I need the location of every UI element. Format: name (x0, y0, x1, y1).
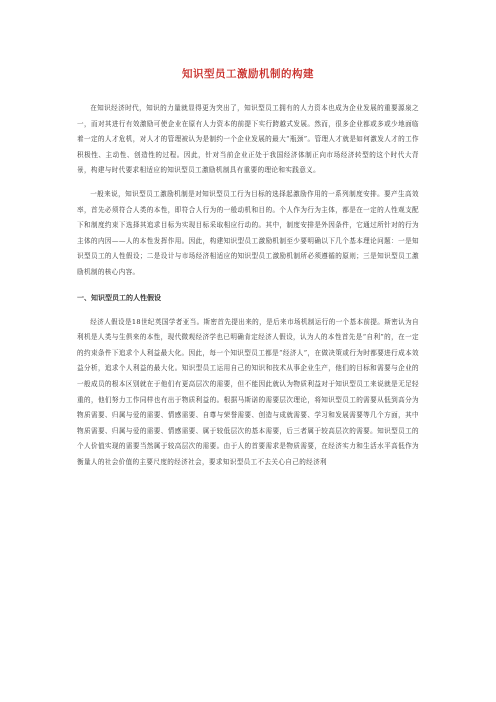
intro-paragraph-2: 一般来说，知识型员工激励机制是对知识型员工行为目标的选择起激励作用的一系列制度安排。要产生高效率，首先必须符合人类的本性，即符合人行为的一般动机和目的。个人作为行为主体，都是在一定的人性观支配下和制度约束下选择其追求目标为实现目标采取相应行动的。其中，制度安排是外因条件，它通过所针对的行为主体的内因——人的本性发挥作用。因此，构建知识型员工激励机制至少要明确以下几个基本理论问题：一是知识型员工的人性假设；二是设计与市场经济相适应的知识型员工激励机制所必须遵循的原则；三是知识型员工激励机制的核心内容。 (77, 189, 419, 276)
section-heading: 一、知识型员工的人性假设 (77, 293, 161, 302)
section-paragraph-1: 经济人假设是18世纪英国学者亚当。斯密首先提出来的，是后来市场机制运行的一个基本前提。斯密认为自利机是人类与生俱来的本性，现代微观经济学也已明确肯定经济人假设，认为人的本性首先是“自利”的，在一定的约束条件下追求个人利益最大化。因此，每一个知识型员工都是“经济人”，在做决策或行为时都要进行成本效益分析，追求个人利益的最大化。知识型员工运用自己的知识和技术从事企业生产，他们的目标和需要与企业的一般成员的根本区别就在于他们有更高层次的需要，但不能因此就认为物质利益对于知识型员工来说就是无足轻重的，他们努力工作同样也有出于物质利益的。根据马斯诺的需要层次理论，将知识型员工的需要从低到高分为物质需要、归属与爱的需要、情感需要、自尊与荣誉需要、创造与成就需要、学习和发展需要等几个方面，其中物质需要、归属与爱的需要、情感需要、属于较低层次的基本需要，后三者属于较高层次的需要。知识型员工的个人价值实现的需要当然属于较高层次的需要。由于人的首要需求是物质需要，在经济实力和生活水平高低作为衡量人的社会价值的主要尺度的经济社会，要求知识型员工不去关心自己的经济利 (77, 317, 419, 466)
document-title: 知识型员工激励机制的构建 (182, 68, 314, 80)
intro-paragraph-1: 在知识经济时代，知识的力量就显得更为突出了，知识型员工拥有的人力资本也成为企业发展的重要源泉之一，而对其进行有效激励可使企业在原有人力资本的前提下实行跨越式发展。然而，很多企业都或多或少地面临着一定的人才危机，对人才的管理被认为是制约一个企业发展的最大“瓶颈”。管理人才就是如何激发人才的工作积极性、主动性、创造性的过程。因此，针对当前企业正处于我国经济体制正向市场经济转型的这个时代大背景，构建与时代要求相适应的知识型员工激励机制具有重要的理论和实践意义。 (77, 104, 419, 175)
